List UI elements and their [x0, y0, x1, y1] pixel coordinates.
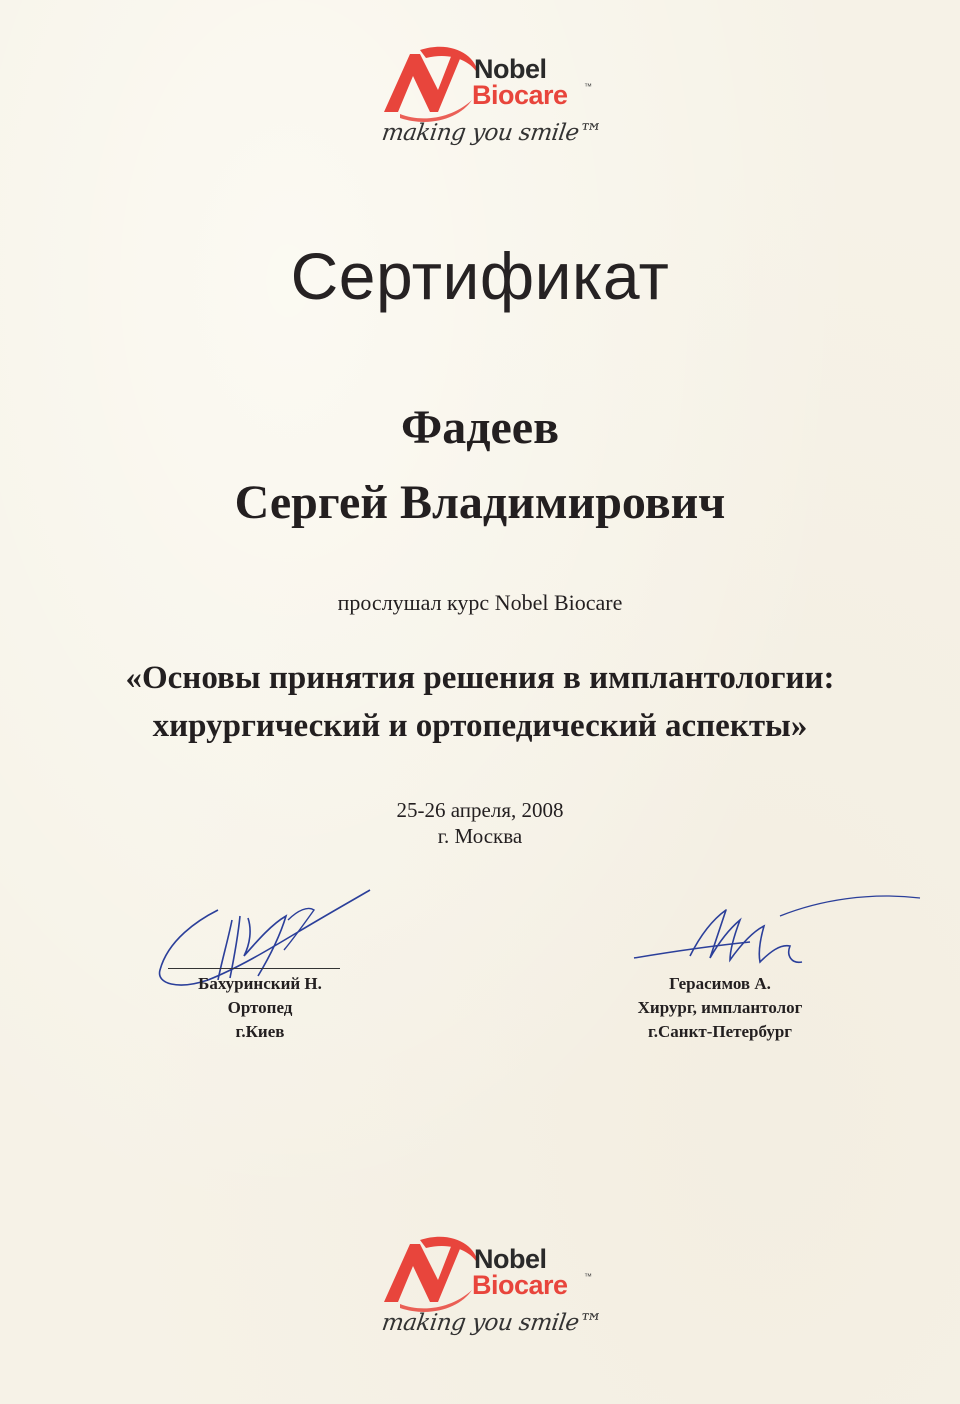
- signatory-left: [160, 972, 360, 1044]
- logo-trademark: ™: [584, 1272, 592, 1281]
- course-date: 25-26 апреля, 2008: [396, 798, 564, 822]
- attendance-statement: прослушал курс Nobel Biocare: [337, 590, 623, 615]
- logo-tagline: making you smile™: [380, 120, 603, 146]
- logo-tagline: making you smile™: [380, 1310, 603, 1336]
- signatory-right: [600, 972, 840, 1044]
- recipient-given-names: Сергей Владимирович: [234, 476, 726, 529]
- nobel-biocare-mark-icon: [380, 44, 480, 124]
- nobel-biocare-mark-icon: [380, 1234, 480, 1314]
- signatory-left-city: г.Киев: [235, 1022, 285, 1041]
- logo-word-biocare: Biocare: [472, 80, 568, 110]
- logo-word-nobel: Nobel: [474, 1244, 547, 1274]
- certificate-title: Сертификат: [290, 239, 670, 313]
- signatory-right-name: Герасимов А.: [669, 974, 771, 993]
- logo-trademark: ™: [584, 82, 592, 91]
- recipient-surname: Фадеев: [400, 401, 560, 454]
- logo-word-nobel: Nobel: [474, 54, 547, 84]
- signatory-left-role: Ортопед: [227, 998, 293, 1017]
- course-title-line-1: «Основы принятия решения в имплантологии:: [125, 660, 835, 696]
- signatory-right-city: г.Санкт-Петербург: [647, 1022, 793, 1041]
- signatory-right-role: Хирург, имплантолог: [637, 998, 803, 1017]
- course-title-line-2: хирургический и ортопедический аспекты»: [152, 708, 808, 744]
- signatory-left-name: Бахуринский Н.: [198, 974, 322, 993]
- logo-word-biocare: Biocare: [472, 1270, 568, 1300]
- nobel-biocare-logo-top: [370, 40, 603, 160]
- course-city: г. Москва: [437, 824, 523, 848]
- signature-line-left: [168, 968, 340, 969]
- nobel-biocare-logo-bottom: [370, 1230, 603, 1350]
- signature-right-icon: [630, 886, 930, 986]
